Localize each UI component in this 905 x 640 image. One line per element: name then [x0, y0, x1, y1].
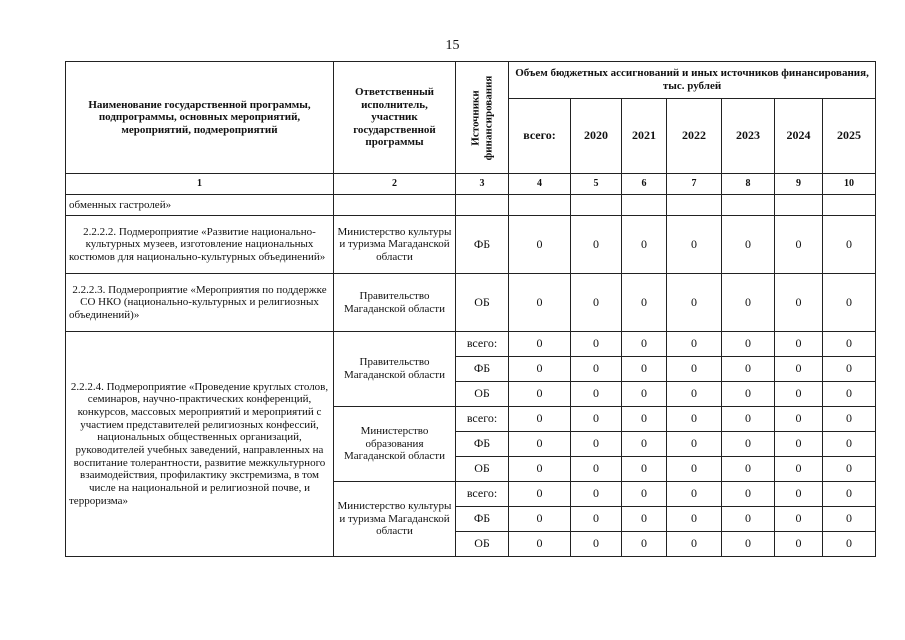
row-value: 0	[667, 482, 722, 507]
row-value: 0	[667, 216, 722, 274]
row-executor: Правительство Магаданской области	[334, 274, 456, 332]
row-value: 0	[571, 357, 622, 382]
row-value: 0	[823, 407, 876, 432]
row-value: 0	[509, 457, 571, 482]
page-number: 15	[445, 38, 460, 53]
row-value: 0	[622, 507, 667, 532]
header-year: 2024	[775, 99, 823, 174]
row-value: 0	[571, 407, 622, 432]
row-value: 0	[571, 332, 622, 357]
table-row	[66, 332, 876, 357]
row-name: 2.2.2.4. Подмероприятие «Проведение круглых столов, семинаров, научно-практических конференций, конкурсов, массовых мероприятий и мероприятий с участием представителей религиозных конфессий, национальных общественных организаций, руководителей учебных заведений, направленных на воспитание толерантности, развитие межкультурного взаимодействия, профилактику экстремизма, в том числе на национальной и религиозной почве, и терроризма»	[66, 332, 334, 557]
header-name: Наименование государственной программы, подпрограммы, основных мероприятий, мероприятий, подмероприятий	[66, 62, 334, 174]
row-value: 0	[622, 532, 667, 557]
row-value: 0	[775, 407, 823, 432]
row-value: 0	[775, 432, 823, 457]
header-source-text: Источники финансирования	[469, 75, 494, 160]
row-value: 0	[775, 332, 823, 357]
index-cell: 4	[509, 174, 571, 195]
row-value: 0	[823, 482, 876, 507]
row-value: 0	[509, 532, 571, 557]
row-value: 0	[775, 532, 823, 557]
index-cell: 6	[622, 174, 667, 195]
header-volume: Объем бюджетных ассигнований и иных источников финансирования, тыс. рублей	[509, 62, 876, 99]
row-source: ФБ	[456, 216, 509, 274]
row-source: ФБ	[456, 432, 509, 457]
row-executor: Министерство образования Магаданской области	[334, 407, 456, 482]
row-value: 0	[509, 274, 571, 332]
row-value: 0	[509, 432, 571, 457]
row-value: 0	[775, 274, 823, 332]
row-value: 0	[775, 357, 823, 382]
row-value: 0	[823, 274, 876, 332]
row-value: 0	[571, 216, 622, 274]
row-value: 0	[571, 507, 622, 532]
row-value: 0	[667, 457, 722, 482]
row-value: 0	[622, 357, 667, 382]
row-value: 0	[722, 357, 775, 382]
row-value: 0	[722, 407, 775, 432]
header-executor: Ответственный исполнитель, участник государственной программы	[334, 62, 456, 174]
header-year: 2020	[571, 99, 622, 174]
table-row	[66, 216, 876, 274]
row-value: 0	[667, 382, 722, 407]
row-name: обменных гастролей»	[66, 195, 334, 216]
row-value: 0	[722, 216, 775, 274]
row-value: 0	[722, 507, 775, 532]
index-row	[66, 174, 876, 195]
row-value: 0	[775, 382, 823, 407]
row-value: 0	[622, 382, 667, 407]
row-value: 0	[823, 432, 876, 457]
row-source: ОБ	[456, 457, 509, 482]
row-value: 0	[571, 274, 622, 332]
row-value: 0	[775, 482, 823, 507]
row-value: 0	[722, 332, 775, 357]
row-value: 0	[823, 532, 876, 557]
index-cell: 8	[722, 174, 775, 195]
header-year: 2022	[667, 99, 722, 174]
row-value: 0	[722, 274, 775, 332]
row-value: 0	[509, 216, 571, 274]
table-row-continuation	[66, 195, 876, 216]
row-value: 0	[622, 432, 667, 457]
row-value: 0	[667, 357, 722, 382]
row-name: 2.2.2.3. Подмероприятие «Мероприятия по поддержке СО НКО (национально-культурных и религиозных объединений)»	[66, 274, 334, 332]
row-value: 0	[722, 457, 775, 482]
row-value: 0	[667, 407, 722, 432]
row-value: 0	[823, 507, 876, 532]
index-cell: 5	[571, 174, 622, 195]
row-value: 0	[722, 382, 775, 407]
row-value: 0	[667, 274, 722, 332]
header-year: 2023	[722, 99, 775, 174]
row-value: 0	[509, 507, 571, 532]
row-value: 0	[667, 532, 722, 557]
row-value: 0	[622, 216, 667, 274]
row-value: 0	[722, 482, 775, 507]
row-value: 0	[823, 332, 876, 357]
row-value: 0	[775, 507, 823, 532]
row-value: 0	[509, 357, 571, 382]
row-source: всего:	[456, 332, 509, 357]
index-cell: 3	[456, 174, 509, 195]
row-value: 0	[622, 274, 667, 332]
row-value: 0	[667, 332, 722, 357]
header-source	[456, 62, 509, 174]
row-value: 0	[622, 457, 667, 482]
index-cell: 10	[823, 174, 876, 195]
row-value: 0	[823, 457, 876, 482]
row-value: 0	[571, 382, 622, 407]
row-source: всего:	[456, 482, 509, 507]
row-value: 0	[571, 532, 622, 557]
row-value: 0	[509, 382, 571, 407]
row-value: 0	[722, 432, 775, 457]
row-value: 0	[823, 216, 876, 274]
row-source: ОБ	[456, 274, 509, 332]
row-value: 0	[622, 332, 667, 357]
row-value: 0	[667, 507, 722, 532]
row-value: 0	[509, 407, 571, 432]
row-value: 0	[622, 407, 667, 432]
header-year: 2021	[622, 99, 667, 174]
index-cell: 1	[66, 174, 334, 195]
row-value: 0	[571, 482, 622, 507]
row-executor: Министерство культуры и туризма Магаданской области	[334, 216, 456, 274]
row-source: ФБ	[456, 357, 509, 382]
row-value: 0	[509, 332, 571, 357]
row-value: 0	[823, 382, 876, 407]
row-value: 0	[823, 357, 876, 382]
row-value: 0	[667, 432, 722, 457]
row-executor: Министерство культуры и туризма Магаданской области	[334, 482, 456, 557]
index-cell: 7	[667, 174, 722, 195]
header-year: 2025	[823, 99, 876, 174]
row-name: 2.2.2.2. Подмероприятие «Развитие национально-культурных музеев, изготовление национальных костюмов для национально-культурных объединений»	[66, 216, 334, 274]
index-cell: 9	[775, 174, 823, 195]
row-source: всего:	[456, 407, 509, 432]
row-source: ФБ	[456, 507, 509, 532]
row-value: 0	[571, 457, 622, 482]
row-value: 0	[509, 482, 571, 507]
row-source: ОБ	[456, 532, 509, 557]
header-total: всего:	[509, 99, 571, 174]
row-value: 0	[775, 457, 823, 482]
row-value: 0	[571, 432, 622, 457]
row-source: ОБ	[456, 382, 509, 407]
row-value: 0	[622, 482, 667, 507]
row-value: 0	[722, 532, 775, 557]
row-executor: Правительство Магаданской области	[334, 332, 456, 407]
index-cell: 2	[334, 174, 456, 195]
table-row	[66, 274, 876, 332]
financing-table	[65, 61, 876, 557]
row-value: 0	[775, 216, 823, 274]
